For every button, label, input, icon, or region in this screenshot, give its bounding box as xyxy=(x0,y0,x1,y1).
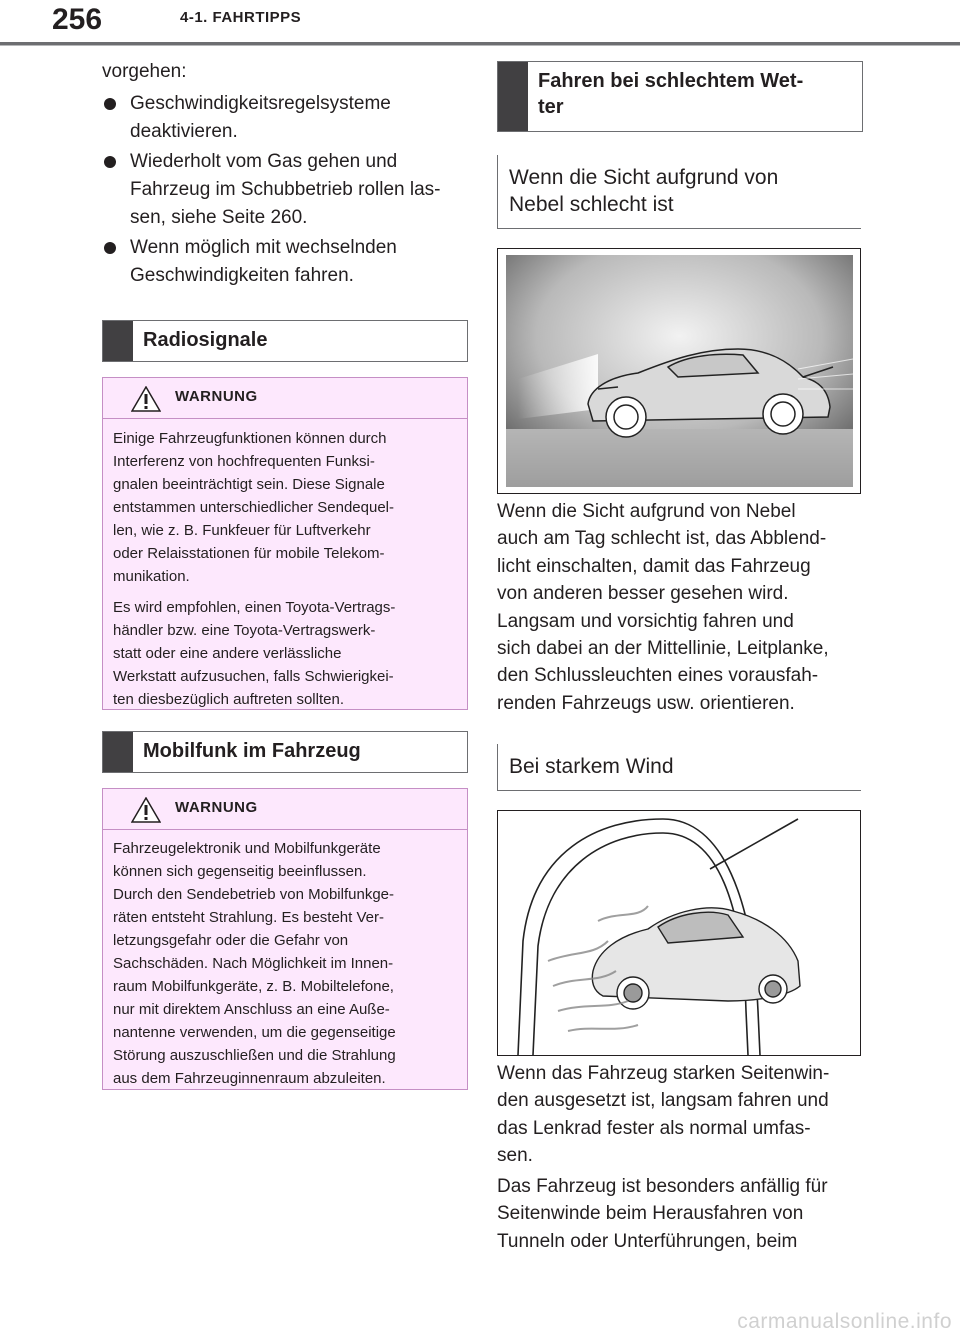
text-line: renden Fahrzeugs usw. orientieren. xyxy=(497,692,795,714)
text-line: gnalen beeinträchtigt sein. Diese Signale xyxy=(113,476,385,493)
header-rule-thin xyxy=(0,45,960,46)
text-line: Wenn möglich mit wechselnden xyxy=(130,237,397,258)
text-line: sen. xyxy=(497,1145,533,1167)
text-line: ter xyxy=(538,96,564,118)
text-line: raum Mobilfunkgeräte, z. B. Mobiltelefone, xyxy=(113,978,394,995)
text-line: Nebel schlecht ist xyxy=(509,193,674,216)
text-line: len, wie z. B. Funkfeuer für Luftverkehr xyxy=(113,522,371,539)
text-line: händler bzw. eine Toyota-Vertragswerk- xyxy=(113,622,376,639)
text-line: Seitenwinde beim Herausfahren von xyxy=(497,1203,804,1225)
heading-bar xyxy=(103,321,133,361)
warning-triangle-icon xyxy=(131,797,161,823)
warning-box xyxy=(102,788,468,1090)
wind-illustration xyxy=(497,810,861,1056)
text-line: das Lenkrad fester als normal umfas- xyxy=(497,1117,811,1139)
warning-title: WARNUNG xyxy=(175,388,258,405)
subheading-marker xyxy=(497,744,498,791)
subheading-wind: Bei starkem Wind xyxy=(509,755,674,778)
text-line: Das Fahrzeug ist besonders anfällig für xyxy=(497,1176,828,1197)
bullet-icon xyxy=(104,98,116,110)
text-line: Langsam und vorsichtig fahren und xyxy=(497,610,794,632)
text-line: Sachschäden. Nach Möglichkeit im Innen- xyxy=(113,955,394,972)
text-line: munikation. xyxy=(113,568,190,585)
text-line: ten diesbezüglich auftreten sollten. xyxy=(113,691,344,708)
text-line: Fahrzeug im Schubbetrieb rollen las- xyxy=(130,179,441,200)
fog-car-image xyxy=(498,249,860,493)
text-line: Interferenz von hochfrequenten Funksi- xyxy=(113,453,375,470)
subheading-rule xyxy=(497,790,861,791)
text-line: den ausgesetzt ist, langsam fahren und xyxy=(497,1090,829,1112)
text-line: deaktivieren. xyxy=(130,121,238,142)
text-line: licht einschalten, damit das Fahrzeug xyxy=(497,555,811,577)
text-line: letzungsgefahr oder die Gefahr von xyxy=(113,932,349,949)
text-line: Werkstatt aufzusuchen, falls Schwierigkei- xyxy=(113,668,394,685)
text-line: Durch den Sendebetrieb von Mobilfunkge- xyxy=(113,886,395,903)
text-line: nantenne verwenden, um die gegenseitige xyxy=(113,1024,396,1041)
bullet-item xyxy=(102,234,397,290)
text-line: von anderen besser gesehen wird. xyxy=(497,583,789,605)
section-heading-mobile xyxy=(102,731,468,773)
text-line: statt oder eine andere verlässliche xyxy=(113,645,342,662)
heading-text: Mobilfunk im Fahrzeug xyxy=(143,740,361,762)
heading-text xyxy=(538,68,803,120)
warning-paragraph xyxy=(103,837,467,1090)
page-number: 256 xyxy=(0,0,154,40)
warning-paragraph xyxy=(103,427,467,588)
text-line: Wenn die Sicht aufgrund von xyxy=(509,166,779,189)
intro-text: vorgehen: xyxy=(102,61,187,82)
text-line: Wiederholt vom Gas gehen und xyxy=(130,151,398,172)
text-line: können sich gegenseitig beeinflussen. xyxy=(113,863,367,880)
text-line: Es wird empfohlen, einen Toyota-Vertrags- xyxy=(113,599,396,616)
wind-car-image xyxy=(498,811,860,1055)
warning-paragraph xyxy=(103,596,467,711)
fog-illustration xyxy=(497,248,861,494)
subheading-marker xyxy=(497,155,498,229)
bullet-icon xyxy=(104,156,116,168)
section-heading-weather xyxy=(497,61,863,132)
text-line: sich dabei an der Mittellinie, Leitplanke, xyxy=(497,638,829,660)
text-line: sen, siehe Seite 260. xyxy=(130,207,308,228)
heading-text: Radiosignale xyxy=(143,329,268,351)
warning-header xyxy=(103,789,467,830)
text-line: Wenn das Fahrzeug starken Seitenwin- xyxy=(497,1063,830,1084)
warning-box xyxy=(102,377,468,710)
subheading-fog xyxy=(509,164,778,218)
heading-bar xyxy=(103,732,133,772)
text-line: aus dem Fahrzeuginnenraum abzuleiten. xyxy=(113,1070,386,1087)
section-heading-radio xyxy=(102,320,468,362)
wind-paragraph-2 xyxy=(497,1173,828,1255)
bullet-item xyxy=(102,90,391,146)
text-line: auch am Tag schlecht ist, das Abblend- xyxy=(497,528,827,550)
bullet-icon xyxy=(104,242,116,254)
warning-triangle-icon xyxy=(131,386,161,412)
subheading-rule xyxy=(497,228,861,229)
warning-title: WARNUNG xyxy=(175,799,258,816)
section-title: 4-1. FAHRTIPPS xyxy=(180,9,302,26)
text-line: Geschwindigkeiten fahren. xyxy=(130,265,354,286)
heading-bar xyxy=(498,62,528,131)
text-line: Wenn die Sicht aufgrund von Nebel xyxy=(497,501,796,522)
text-line: Fahren bei schlechtem Wet- xyxy=(538,70,804,92)
text-line: oder Relaisstationen für mobile Telekom- xyxy=(113,545,385,562)
text-line: Störung auszuschließen und die Strahlung xyxy=(113,1047,396,1064)
text-line: Geschwindigkeitsregelsysteme xyxy=(130,93,391,114)
text-line: Fahrzeugelektronik und Mobilfunkgeräte xyxy=(113,840,381,857)
bullet-item xyxy=(102,148,441,232)
text-line: räten entsteht Strahlung. Es besteht Ver- xyxy=(113,909,384,926)
watermark: carmanualsonline.info xyxy=(737,1310,952,1333)
text-line: Tunneln oder Unterführungen, beim xyxy=(497,1230,798,1252)
fog-paragraph xyxy=(497,498,829,717)
text-line: entstammen unterschiedlicher Sendequel- xyxy=(113,499,394,516)
text-line: Einige Fahrzeugfunktionen können durch xyxy=(113,430,387,447)
text-line: den Schlussleuchten eines vorausfah- xyxy=(497,665,819,687)
wind-paragraph-1 xyxy=(497,1060,829,1170)
text-line: nur mit direktem Anschluss an eine Auße- xyxy=(113,1001,390,1018)
warning-header xyxy=(103,378,467,419)
